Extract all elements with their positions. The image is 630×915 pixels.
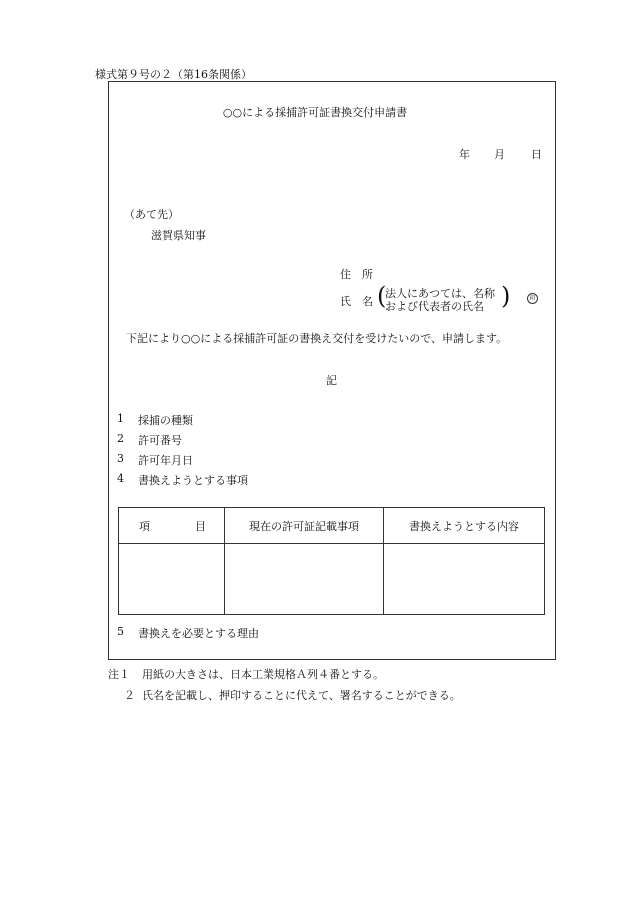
form-title: ○○による採捕許可証書換交付申請書 [222,106,408,119]
item-number: 1 [117,412,124,425]
table-cell[interactable] [384,544,545,615]
corporate-note-line2: および代表者の氏名 [385,300,484,313]
item-number: 3 [117,452,124,465]
item-text: 許可番号 [138,434,182,447]
item-number: 5 [117,625,124,638]
table-cell[interactable] [225,544,384,615]
table-row [119,544,545,615]
address-label: 住 所 [340,268,373,281]
header-item-char1: 項 [139,519,150,533]
item-text: 許可年月日 [138,454,193,467]
date-year: 年 [459,148,470,161]
date-month: 月 [494,148,505,161]
addressee-name: 滋賀県知事 [151,229,206,242]
table-header-row [119,508,545,544]
ki-label: 記 [326,374,337,387]
item-text: 書換えようとする事項 [138,474,248,487]
item-number: 2 [117,432,124,445]
item-text: 採捕の種類 [138,414,193,427]
date-day: 日 [531,148,542,161]
item-number: 4 [117,472,124,485]
addressee-label: （あて先） [124,208,179,221]
header-item-char2: 目 [195,519,206,533]
header-current: 現在の許可証記載事項 [225,508,384,544]
note-number: 注１ [108,668,130,681]
change-items-table [118,507,545,615]
header-new: 書換えようとする内容 [384,508,545,544]
form-number: 様式第９号の２（第16条関係） [95,68,252,81]
seal-icon: 印 [527,293,538,304]
right-paren: ) [501,282,511,310]
note-text: 氏名を記載し、押印することに代えて、署名することができる。 [142,689,461,702]
note-number: ２ [124,689,135,702]
name-label: 氏 名 [340,295,373,308]
table-cell[interactable] [119,544,225,615]
body-text: 下記により○○による採捕許可証の書換え交付を受けたいので、申請します。 [126,332,508,345]
left-paren: ( [377,282,387,310]
header-item [119,508,225,544]
corporate-note-line1: 法人にあつては、名称 [385,287,495,300]
note-text: 用紙の大きさは、日本工業規格Ａ列４番とする。 [142,668,384,681]
item-text: 書換えを必要とする理由 [138,627,259,640]
